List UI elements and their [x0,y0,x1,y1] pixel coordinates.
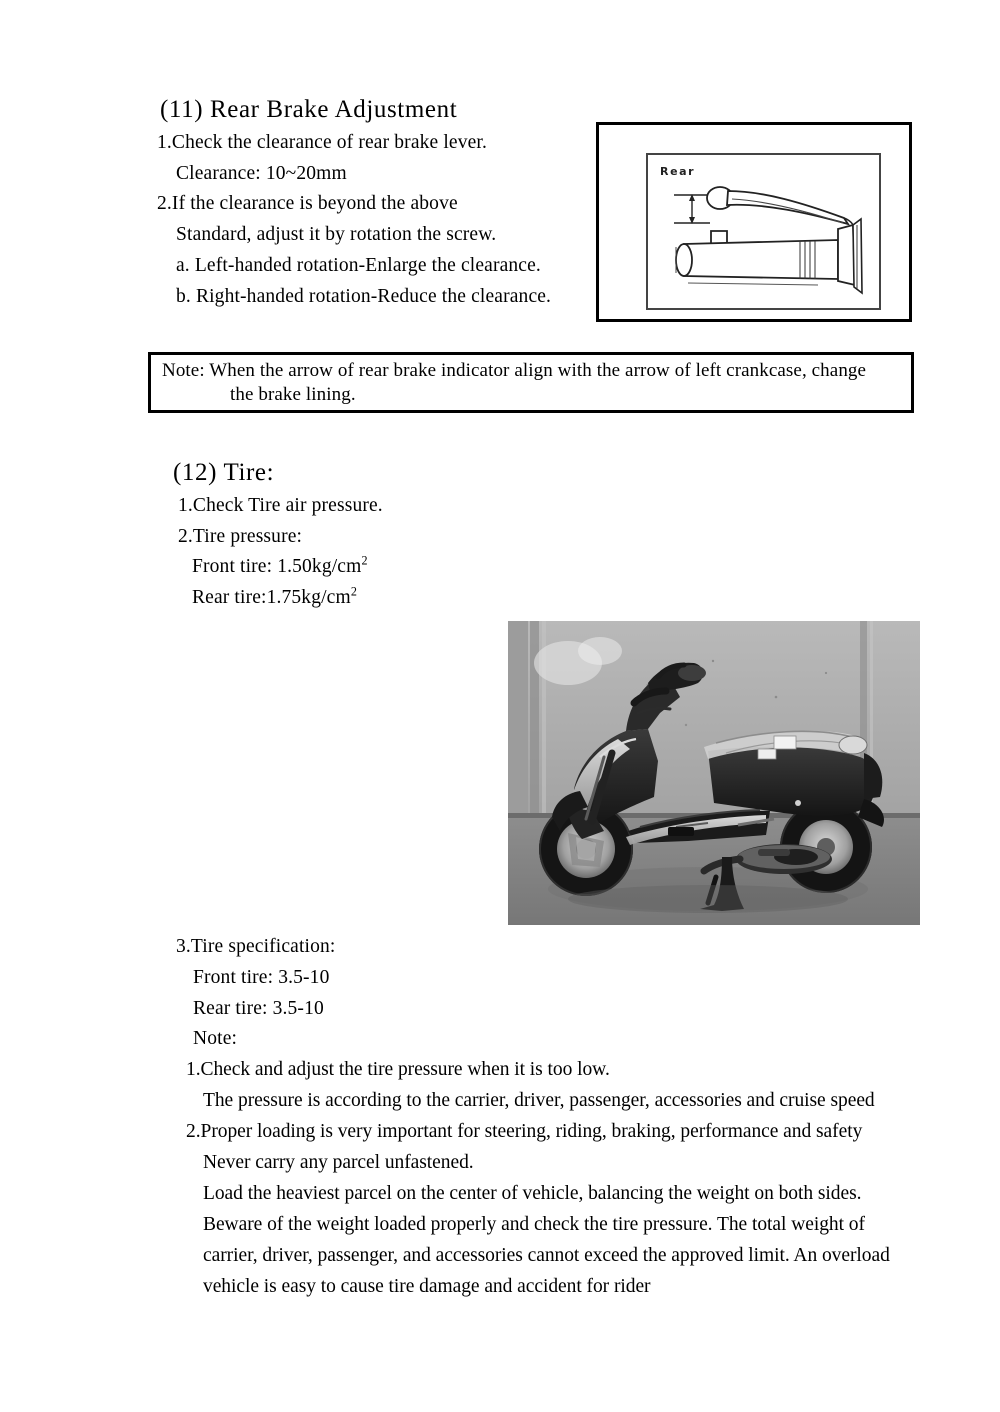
front-tire-pressure [192,553,368,578]
rear-tire-pressure [192,584,358,609]
tire-specification-note-label: Note: [193,1028,238,1049]
note-box-line-2: the brake lining. [230,384,356,405]
section-11-line-3: 2.If the clearance is beyond the above [157,193,458,214]
section-12-line-1: 1.Check Tire air pressure. [178,495,383,516]
note-box [148,352,914,413]
section-12-line-2: 2.Tire pressure: [178,526,303,547]
rear-label: Rear [660,165,696,178]
scooter-photo [508,621,920,925]
tire-specification-heading: 3.Tire specification: [176,936,336,957]
bottom-note-line-3: 2.Proper loading is very important for steering, riding, braking, performance and safety [186,1121,863,1142]
section-11-line-1: 1.Check the clearance of rear brake lever. [157,132,488,153]
rear-brake-figure [596,122,912,322]
bottom-note-line-5: Load the heaviest parcel on the center of vehicle, balancing the weight on both sides. [203,1183,862,1204]
section-12-heading: (12) Tire: [173,459,275,486]
section-11-line-2: Clearance: 10~20mm [176,163,347,184]
rear-brake-figure-inner-frame [646,153,881,310]
section-11-line-5: a. Left-handed rotation-Enlarge the clearance. [176,255,541,276]
section-11-line-6: b. Right-handed rotation-Reduce the clearance. [176,286,552,307]
note-box-line-1: Note: When the arrow of rear brake indicator align with the arrow of left crankcase, change [162,360,867,381]
front-tire-pressure-text: Front tire: 1.50kg/cm [192,556,362,577]
rear-tire-pressure-text: Rear tire:1.75kg/cm [192,587,351,608]
scooter-photo-image [508,621,920,925]
bottom-note-line-7: carrier, driver, passenger, and accessories cannot exceed the approved limit. An overload [203,1245,890,1266]
section-11-heading: (11) Rear Brake Adjustment [160,96,458,123]
section-11-line-4: Standard, adjust it by rotation the screw. [176,224,497,245]
bottom-note-line-6: Beware of the weight loaded properly and check the tire pressure. The total weight of [203,1214,865,1235]
bottom-note-line-4: Never carry any parcel unfastened. [203,1152,474,1173]
rear-tire-pressure-exponent: 2 [350,584,358,599]
brake-lever-drawing-icon [648,155,879,308]
bottom-note-line-1: 1.Check and adjust the tire pressure when it is too low. [186,1059,610,1080]
bottom-note-line-8: vehicle is easy to cause tire damage and accident for rider [203,1276,651,1297]
front-tire-pressure-exponent: 2 [361,553,368,568]
tire-specification-rear: Rear tire: 3.5-10 [193,998,324,1019]
bottom-note-line-2: The pressure is according to the carrier, driver, passenger, accessories and cruise speed [203,1090,875,1111]
tire-specification-front: Front tire: 3.5-10 [193,967,330,988]
